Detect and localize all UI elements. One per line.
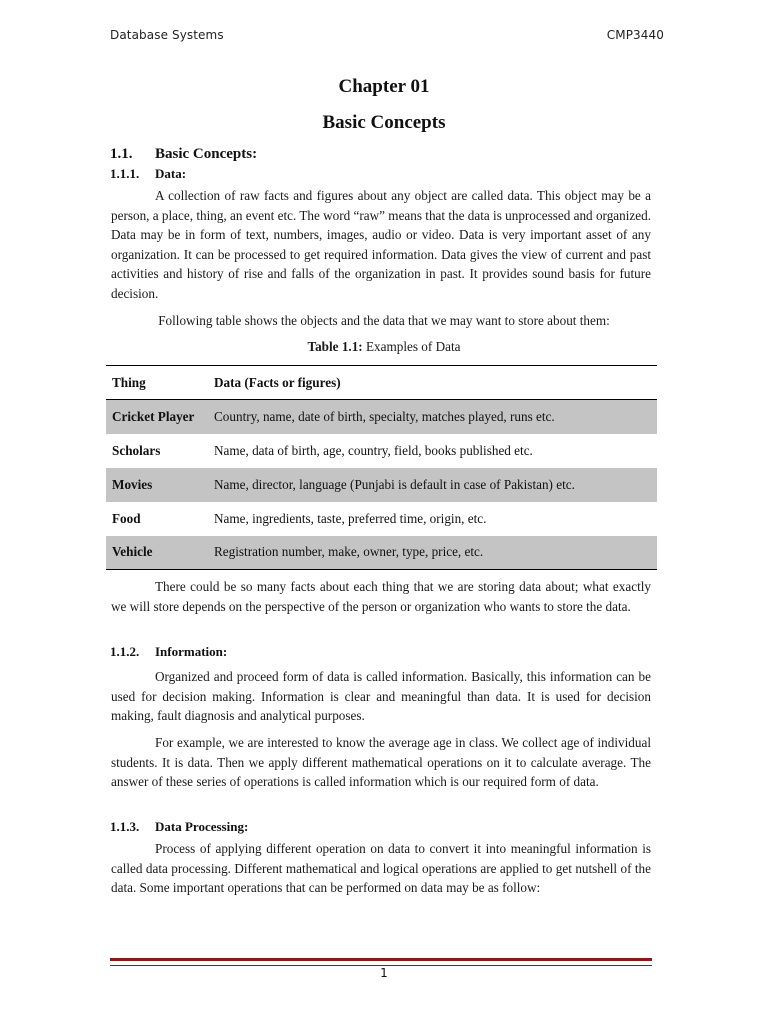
section-title: Data: [155, 166, 187, 181]
chapter-number: Chapter 01 [338, 76, 430, 97]
table-cell-thing: Cricket Player [106, 400, 208, 434]
table-caption [0, 339, 768, 355]
section-number: 1.1.3. [110, 819, 140, 834]
table-cell-data: Name, director, language (Punjabi is default in case of Pakistan) etc. [208, 468, 657, 502]
table-caption-label: Table 1.1: [307, 339, 363, 354]
running-header-course: Database Systems [110, 28, 224, 42]
table-row [106, 502, 657, 536]
table-cell-thing: Food [112, 510, 141, 526]
table-caption-text: Examples of Data [362, 339, 461, 354]
section-title: Basic Concepts: [155, 146, 258, 162]
table-cell-thing: Scholars [112, 442, 161, 458]
section-heading-1-1-3 [110, 819, 248, 835]
chapter-title: Basic Concepts [322, 112, 446, 133]
section-heading-1-1-1 [110, 166, 186, 182]
paragraph-data-definition: A collection of raw facts and figures about any object are called data. This object may be a person, a place, thing, an event etc. The word “raw” means that the data is unprocessed and organized. Data may be in form of text, numbers, images, audio or video. Data is very important asset of any organization. It can be processed to get required information. Data gives the view of current and past activities and history of rise and falls of the organization in past. It provides sound basis for future decision. [111, 188, 651, 301]
table-cell-data: Name, ingredients, taste, preferred time, origin, etc. [214, 510, 487, 526]
page-number: 1 [380, 966, 388, 980]
examples-of-data-table [106, 365, 657, 570]
section-number: 1.1.2. [110, 644, 140, 659]
running-header-code: CMP3440 [606, 28, 664, 42]
table-header-row [106, 366, 657, 400]
table-row [106, 400, 657, 434]
table-cell-thing: Vehicle [106, 536, 208, 570]
footer-rule [110, 958, 652, 966]
paragraph-data-processing: Process of applying different operation on data to convert it into meaningful information is called data processing. Different mathematical and logical operations are applied to get nutshell of the data. Some important operations that can be performed on data may be as follow: [111, 841, 651, 896]
section-title: Information: [155, 644, 228, 659]
section-heading-1-1-2 [110, 644, 227, 660]
table-cell-thing: Movies [106, 468, 208, 502]
section-number: 1.1. [110, 146, 133, 162]
table-header-data: Data (Facts or figures) [214, 374, 341, 390]
table-row [106, 468, 657, 502]
table-row [106, 536, 657, 570]
paragraph-following-table: Following table shows the objects and the data that we may want to store about them: [158, 313, 610, 328]
table-cell-data: Registration number, make, owner, type, price, etc. [208, 536, 657, 570]
section-title: Data Processing: [155, 819, 249, 834]
table-cell-data: Country, name, date of birth, specialty, matches played, runs etc. [208, 400, 657, 434]
section-heading-1-1 [110, 146, 257, 163]
table-row [106, 434, 657, 468]
paragraph-information-definition: Organized and proceed form of data is called information. Basically, this information can be used for decision making. Information is clear and meaningful than data. It is used for decision making, fault diagnosis and analytical purposes. [111, 669, 651, 724]
paragraph-after-table: There could be so many facts about each thing that we are storing data about; what exactly we will store depends on the perspective of the person or organization who wants to store the data. [111, 579, 651, 614]
section-number: 1.1.1. [110, 166, 140, 181]
table-header-thing: Thing [112, 374, 146, 390]
paragraph-information-example: For example, we are interested to know the average age in class. We collect age of individual students. It is data. Then we apply different mathematical operations on it to calculate average. The answer of these series of operations is called information which is our required form of data. [111, 735, 651, 790]
table-cell-data: Name, data of birth, age, country, field, books published etc. [214, 442, 533, 458]
